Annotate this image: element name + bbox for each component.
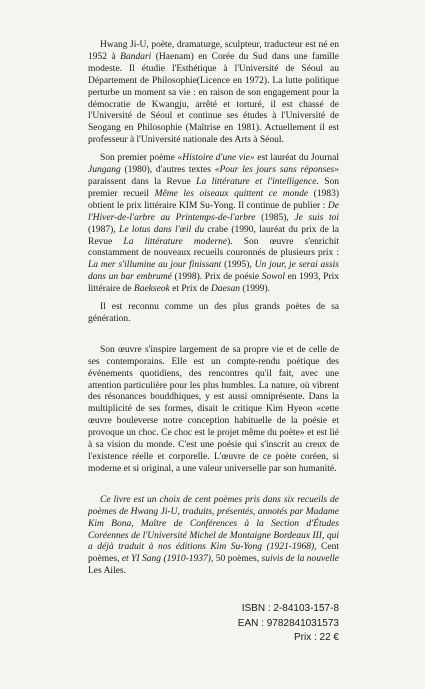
text-run: Sowol: [261, 272, 285, 283]
text-run: Baekseok: [133, 284, 170, 295]
text-run: 50 poèmes,: [215, 554, 260, 565]
text-run: (1998). Prix de poésie: [171, 272, 262, 283]
text-run: suivis de la nouvelle: [259, 554, 339, 565]
text-run: La littérature et l'intelligence: [196, 176, 317, 187]
text-run: (Haenam) en Corée du Sud dans une famille modeste. Il étudie l'Esthétique à l'Université de Séoul au Département de Philosophie(Licence en 1972). La lutte politique perturbe un moment sa vie : en raison de son engagement pour la démocratie de Kwangju, arrêté et torturé, il est chassé de l'Université de Séoul et continue ses études à l'Université de Seogang en Philosophie (Maîtrise en 1981). Actuellement il est professeur à l'Université nationale des Arts à Séoul.: [88, 51, 339, 146]
text-run: Les Ailes.: [88, 566, 126, 577]
text-run: et YI Sang (1910-1937),: [119, 554, 216, 565]
text-run: «Pour les jours sans réponses»: [214, 165, 339, 176]
text-run: (1995),: [221, 260, 255, 271]
price-line: Prix : 22 €: [293, 632, 339, 644]
back-cover-text: [88, 40, 339, 578]
text-run: . Son premier recueil: [88, 176, 339, 199]
ean-line: EAN : 9782841031573: [237, 617, 339, 629]
text-run: Cent poèmes,: [88, 542, 339, 565]
text-run: (1985),: [255, 212, 295, 223]
bio-paragraph-3: Il est reconnu comme un des plus grands poètes de sa génération.: [88, 302, 339, 324]
text-run: Un jour, je serai assis dans un bar embrumé: [88, 260, 340, 283]
isbn-line: ISBN : 2-84103-157-8: [241, 603, 339, 614]
text-run: est lauréat du Journal: [254, 153, 339, 164]
text-run: Même les oiseaux quittent ce monde: [154, 188, 309, 199]
text-run: paraissent dans la Revue: [88, 176, 197, 187]
text-run: Daesan: [210, 284, 240, 295]
text-run: «Histoire d'une vie»: [177, 153, 255, 164]
text-run: ). Son œuvre s'enrichit constamment de nouveaux recueils couronnés de plusieurs prix :: [88, 236, 339, 259]
text-run: La littérature moderne: [123, 236, 228, 247]
text-run: Hwang Ji-U, poète, dramaturge, sculpteur, traducteur est né en 1952 à: [88, 40, 339, 62]
text-run: Bandari: [120, 51, 152, 62]
oeuvre-paragraph: Son œuvre s'inspire largement de sa propre vie et de celle de ses contemporains. Elle est un compte-rendu poétique des événements quotidiens, des rencontres qu'il fait, avec une attention particulière pour les plus humbles. La nature, où vibrent des résonances bouddhiques, y est aussi omniprésente. Dans la multiplicité de ses formes, disait le critique Kim Hyeon «cette œuvre bouleverse notre conception habituelle de la poésie et provoque un choc. Ce choc est le projet même du poète» et est lié à sa vision du monde. C'est une poésie qui s'inscrit au creux de l'existence réelle et corporelle. L'œuvre de ce poète coréen, si moderne et si original, a une valeur universelle par son humanité.: [88, 344, 339, 474]
text-run: La mer s'illumine au jour finissant: [88, 260, 222, 271]
edition-note: [88, 495, 339, 578]
text-run: (1999).: [239, 284, 271, 295]
bio-paragraph-2: [88, 153, 339, 296]
text-run: De l'Hiver-de-l'arbre au Printemps-de-l'arbre: [88, 200, 339, 223]
text-run: en 1993, Prix littéraire de: [88, 272, 340, 295]
text-run: Ce livre est un choix de cent poèmes pris dans six recueils de poèmes de Hwang Ji-U, traduits, présentés, annotés par Madame Kim Bona, Maître de Conférences à la Section d'Études Coréennes de l'Université Michel de Montaigne Bordeaux III, qui a déjà traduit à nos éditions Kim Su-Yong (1921-1968),: [88, 494, 339, 553]
text-run: Je suis toi: [294, 212, 339, 223]
text-run: Son premier poème: [100, 153, 178, 164]
bio-paragraph-1: [88, 40, 339, 147]
text-run: crabe (1990, lauréat du prix de la Revue: [88, 224, 339, 247]
text-run: (1987),: [88, 224, 120, 235]
text-run: Jungang: [88, 165, 121, 176]
text-run: (1983) obtient le prix littéraire KIM Su-Yong. Il continue de publier :: [88, 188, 339, 211]
book-codes: [238, 602, 339, 646]
text-run: Le lotus dans l'œil du: [119, 224, 205, 235]
text-run: (1980), d'autres textes: [120, 165, 215, 176]
text-run: et Prix de: [169, 284, 211, 295]
